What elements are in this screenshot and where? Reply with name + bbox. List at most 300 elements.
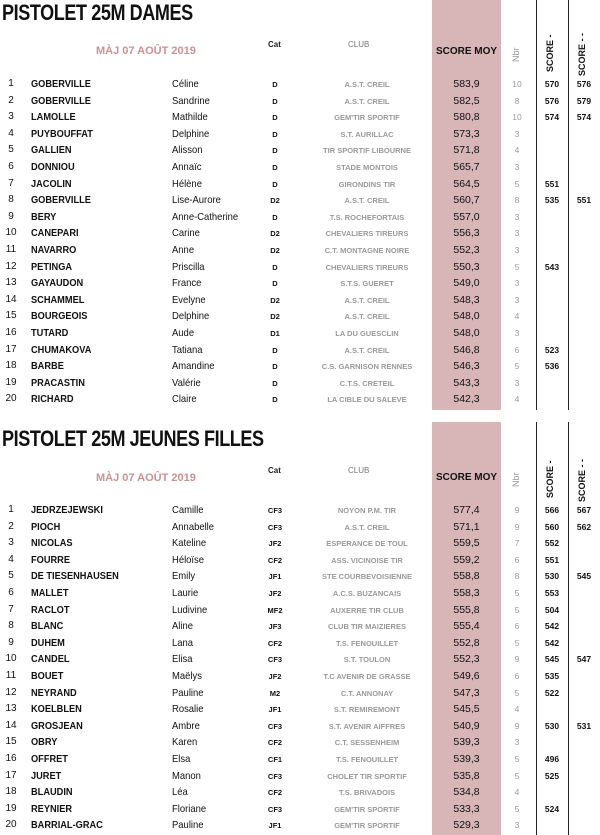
score-moy: 543,3 [453, 376, 480, 389]
score-moy: 564,5 [453, 177, 480, 190]
table-row [0, 225, 600, 242]
last-name: GOBERVILLE [31, 94, 91, 107]
table-row [0, 817, 600, 834]
table-row [0, 192, 600, 209]
category: JF1 [268, 821, 282, 831]
score-moy: 571,8 [453, 144, 480, 157]
nbr: 5 [514, 687, 520, 698]
table-row [0, 751, 600, 768]
last-name: SCHAMMEL [31, 293, 85, 306]
last-name: JURET [31, 769, 62, 782]
score-moy: 545,5 [453, 703, 480, 716]
last-name: CHUMAKOVA [31, 343, 92, 356]
category: D2 [270, 312, 280, 322]
table-row [0, 292, 600, 309]
category: D2 [270, 246, 280, 255]
score-1: 560 [544, 521, 560, 532]
nbr: 5 [514, 588, 520, 598]
score-moy: 560,7 [453, 194, 480, 207]
rank: 13 [5, 703, 17, 715]
category: D [272, 146, 278, 156]
club-name: CLUB TIR MAIZIERES [328, 622, 406, 632]
category: D [272, 212, 278, 222]
last-name: KOELBLEN [31, 703, 82, 716]
nbr: 4 [514, 145, 520, 156]
last-name: JEDRZEJEWSKI [31, 504, 103, 516]
rank: 8 [8, 620, 14, 632]
nbr: 4 [514, 787, 520, 798]
score-1: 543 [544, 261, 560, 272]
first-name: Delphine [172, 127, 210, 140]
first-name: Karen [172, 736, 198, 749]
table-row [0, 259, 600, 276]
nbr: 9 [514, 521, 520, 532]
score-moy: 534,8 [453, 786, 480, 799]
score-1: 530 [544, 720, 560, 731]
nbr: 5 [514, 803, 520, 814]
score-moy: 549,0 [453, 277, 480, 290]
first-name: Pauline [172, 819, 204, 832]
club-name: TIR SPORTIF LIBOURNE [323, 146, 411, 156]
last-name: MALLET [31, 587, 69, 599]
last-name: NEYRAND [31, 686, 77, 699]
rank: 9 [8, 636, 14, 648]
category: D2 [270, 196, 280, 206]
score-moy: 583,9 [453, 78, 480, 90]
last-name: GALLIEN [31, 144, 72, 157]
rank: 10 [5, 653, 17, 665]
club-name: NOYON P.M. TIR [337, 506, 397, 515]
score-2: 551 [576, 195, 592, 206]
table-row [0, 585, 600, 602]
rank: 7 [8, 603, 14, 615]
rank: 6 [8, 161, 14, 172]
table-row [0, 784, 600, 801]
table-row [0, 391, 600, 408]
first-name: Manon [172, 769, 201, 782]
rank: 12 [5, 686, 17, 698]
rank: 14 [5, 719, 17, 731]
last-name: LAMOLLE [31, 111, 76, 124]
club-name: STADE MONTOIS [336, 163, 398, 172]
club-name: C.T.S. CRETEIL [339, 378, 395, 388]
last-name: BARRIAL-GRAC [31, 819, 103, 832]
score-moy: 555,4 [453, 620, 480, 633]
first-name: Lise-Aurore [172, 194, 221, 207]
first-name: Léa [172, 786, 188, 799]
club-name: C.T. SESSENHEIM [334, 738, 400, 748]
last-name: OBRY [31, 736, 58, 749]
score-1: 522 [544, 687, 560, 698]
last-name: REYNIER [31, 802, 73, 815]
table-row [0, 552, 600, 569]
nbr: 5 [514, 754, 520, 764]
score-moy: 540,9 [453, 719, 480, 732]
club-name: S.T. AURILLAC [340, 129, 394, 139]
club-name: GIRONDINS TIR [338, 179, 396, 189]
club-name: A.S.T. CREIL [344, 196, 390, 206]
table-row [0, 275, 600, 292]
first-name: Hélène [172, 177, 202, 190]
last-name: GOBERVILLE [31, 194, 91, 207]
first-name: Annaïc [172, 161, 202, 173]
rank: 20 [5, 393, 17, 405]
nbr: 3 [514, 820, 520, 831]
club-name: C.T. MONTAGNE NOIRE [324, 246, 410, 255]
score-moy: 557,0 [453, 210, 480, 223]
last-name: NICOLAS [31, 537, 73, 550]
score-1: 504 [544, 604, 560, 615]
score-moy: 580,8 [453, 111, 480, 124]
nbr: 9 [514, 505, 520, 515]
rank: 19 [5, 376, 17, 388]
rank: 1 [8, 504, 14, 515]
table-row [0, 176, 600, 193]
score-moy: 555,8 [453, 603, 480, 616]
table-row [0, 568, 600, 585]
score-2: 547 [576, 654, 592, 665]
score2-header: SCORE - - [577, 32, 587, 76]
cat-header: Cat [268, 40, 281, 49]
first-name: Laurie [172, 587, 199, 599]
nbr: 6 [514, 671, 520, 681]
table-row [0, 651, 600, 668]
club-name: AUXERRE TIR CLUB [330, 605, 404, 615]
club-name: GEM'TIR SPORTIF [334, 804, 400, 814]
nbr-header: Nbr [511, 472, 521, 487]
club-name: A.S.T. CREIL [344, 80, 390, 89]
score-moy: 558,8 [453, 570, 480, 583]
score-1: 552 [544, 538, 560, 549]
score-1: 542 [544, 621, 560, 632]
score-1: 536 [544, 361, 560, 372]
score-1: 524 [544, 803, 560, 814]
table-row [0, 535, 600, 552]
category: D [272, 113, 278, 123]
last-name: BLAUDIN [31, 786, 73, 799]
rank: 15 [5, 736, 17, 748]
last-name: BOUET [31, 670, 64, 682]
club-name: S.T. AVENIR AIFFRES [328, 721, 406, 731]
score-1: 530 [544, 571, 560, 582]
club-name: CHOLET TIR SPORTIF [327, 771, 407, 781]
nbr: 3 [514, 162, 520, 172]
rank: 18 [5, 786, 17, 798]
last-name: GAYAUDON [31, 277, 84, 290]
score-1: 551 [544, 554, 560, 565]
score-moy: 577,4 [453, 504, 480, 516]
score-moy: 550,3 [453, 260, 480, 273]
last-name: PETINGA [31, 260, 73, 273]
category: D [272, 96, 278, 106]
nbr: 6 [514, 344, 520, 355]
first-name: Pauline [172, 686, 204, 699]
club-name: A.S.T. CREIL [344, 312, 390, 322]
score-moy: 546,8 [453, 343, 480, 356]
table-row [0, 701, 600, 718]
club-name: LA CIBLE DU SALEVE [327, 395, 407, 405]
last-name: DE TIESENHAUSEN [31, 570, 119, 583]
table-row [0, 618, 600, 635]
category: CF2 [267, 788, 283, 798]
first-name: Alisson [172, 144, 203, 157]
first-name: Annabelle [172, 520, 215, 533]
score-moy-header: SCORE MOY [435, 472, 498, 483]
nbr: 5 [514, 770, 520, 781]
category: CF3 [267, 804, 283, 814]
rank: 4 [8, 553, 14, 565]
first-name: Valérie [172, 376, 201, 389]
last-name: BARBE [31, 360, 64, 373]
club-name: T.S. FENOUILLET [335, 755, 399, 764]
table-row [0, 801, 600, 818]
table-row [0, 602, 600, 619]
table-row [0, 209, 600, 226]
table-row [0, 159, 600, 176]
score-2: 576 [576, 79, 592, 89]
table-row [0, 76, 600, 93]
category: D [272, 279, 278, 289]
score-moy: 547,3 [453, 686, 480, 699]
rank: 5 [8, 144, 14, 156]
rank: 14 [5, 293, 17, 305]
first-name: Céline [172, 78, 199, 90]
rank: 16 [5, 753, 17, 764]
score-2: 579 [576, 95, 592, 106]
rank: 8 [8, 194, 14, 206]
rank: 13 [5, 277, 17, 289]
rank: 1 [8, 78, 14, 89]
rank: 18 [5, 360, 17, 372]
score-2: 545 [576, 571, 592, 582]
last-name: BERY [31, 210, 57, 223]
table-row [0, 308, 600, 325]
nbr: 5 [514, 261, 520, 272]
score-moy: 556,3 [453, 227, 480, 240]
score-1: 553 [544, 588, 560, 598]
score-moy: 582,5 [453, 94, 480, 107]
first-name: Mathilde [172, 111, 208, 124]
score-moy: 539,3 [453, 753, 480, 765]
table-row [0, 109, 600, 126]
first-name: Priscilla [172, 260, 205, 273]
section-title: PISTOLET 25M DAMES [2, 0, 193, 25]
last-name: CANDEL [31, 653, 70, 666]
first-name: Ludivine [172, 603, 208, 616]
club-name: S.T. REMIREMONT [333, 705, 401, 715]
nbr: 3 [514, 328, 520, 338]
score-2: 567 [576, 505, 592, 515]
table-row [0, 325, 600, 342]
score-moy: 559,5 [453, 537, 480, 550]
rank: 2 [8, 520, 14, 532]
score-moy: 549,6 [453, 670, 480, 682]
score-moy: 529,3 [453, 819, 480, 832]
score-1: 525 [544, 770, 560, 781]
nbr: 3 [514, 245, 520, 255]
first-name: Amandine [172, 360, 215, 373]
category: JF1 [268, 705, 282, 715]
last-name: JACOLIN [31, 177, 72, 190]
nbr: 4 [514, 311, 520, 322]
first-name: Anne [172, 244, 195, 256]
category: D [272, 262, 278, 272]
category: D1 [270, 329, 280, 338]
category: MF2 [267, 605, 283, 615]
rank: 5 [8, 570, 14, 582]
category: D [272, 378, 278, 388]
category: D [272, 80, 278, 89]
first-name: Sandrine [172, 94, 210, 107]
first-name: Kateline [172, 537, 207, 550]
category: JF2 [268, 539, 282, 549]
club-name: S.T. TOULON [343, 655, 391, 665]
first-name: Tatiana [172, 343, 203, 356]
score-1: 542 [544, 637, 560, 648]
score-moy: 533,3 [453, 802, 480, 815]
score-moy: 571,1 [453, 520, 480, 533]
rank: 20 [5, 819, 17, 831]
first-name: Anne-Catherine [172, 210, 239, 223]
score-1: 523 [544, 344, 560, 355]
score-1: 535 [544, 671, 560, 681]
club-name: CHEVALIERS TIREURS [325, 229, 409, 239]
score-1: 570 [544, 79, 560, 89]
table-row [0, 242, 600, 259]
category: D [272, 395, 278, 405]
category: CF3 [267, 771, 283, 781]
score-2: 531 [576, 720, 592, 731]
table-row [0, 93, 600, 110]
rank: 4 [8, 127, 14, 139]
club-name: CHEVALIERS TIREURS [325, 262, 409, 272]
table-row [0, 685, 600, 702]
rank: 6 [8, 587, 14, 598]
score-1: 576 [544, 95, 560, 106]
last-name: OFFRET [31, 753, 68, 765]
score-1: 545 [544, 654, 560, 665]
cat-header: Cat [268, 466, 281, 475]
category: CF3 [267, 721, 283, 731]
score2-header: SCORE - - [577, 458, 587, 502]
table-row [0, 142, 600, 159]
last-name: NAVARRO [31, 244, 77, 256]
table-row [0, 375, 600, 392]
table-row [0, 358, 600, 375]
club-name: A.S.T. CREIL [344, 522, 390, 532]
section-title: PISTOLET 25M JEUNES FILLES [2, 426, 264, 451]
nbr: 6 [514, 621, 520, 632]
rank: 12 [5, 260, 17, 272]
category: CF2 [267, 638, 283, 648]
score-moy: 546,3 [453, 360, 480, 373]
score-moy: 548,0 [453, 310, 480, 323]
category: D2 [270, 295, 280, 305]
rank: 3 [8, 111, 14, 123]
nbr: 5 [514, 637, 520, 648]
club-name: C.S. GARNISON RENNES [321, 362, 413, 372]
club-name: T.C AVENIR DE GRASSE [323, 672, 411, 681]
rank: 17 [5, 769, 17, 781]
category: D [272, 345, 278, 355]
first-name: Camille [172, 504, 204, 516]
nbr: 6 [514, 554, 520, 565]
first-name: Aline [172, 620, 194, 633]
score-moy: 552,3 [453, 653, 480, 666]
category: JF2 [268, 672, 282, 681]
first-name: Emily [172, 570, 196, 583]
club-name: S.T.S. GUERET [340, 279, 394, 289]
last-name: RICHARD [31, 393, 74, 406]
nbr: 7 [514, 538, 520, 549]
last-name: BLANC [31, 620, 64, 633]
score-moy: 539,3 [453, 736, 480, 749]
last-name: PIOCH [31, 520, 61, 533]
score-moy: 558,3 [453, 587, 480, 599]
score-moy: 542,3 [453, 393, 480, 406]
table-row [0, 126, 600, 143]
nbr: 5 [514, 604, 520, 615]
update-date: MÀJ 07 AOÛT 2019 [96, 45, 196, 57]
last-name: GROSJEAN [31, 719, 83, 732]
score-2: 574 [576, 112, 592, 123]
first-name: Carine [172, 227, 200, 240]
rank: 9 [8, 210, 14, 222]
nbr: 3 [514, 737, 520, 748]
table-row [0, 668, 600, 685]
last-name: PUYBOUFFAT [31, 127, 93, 140]
score1-header: SCORE - [545, 34, 555, 72]
category: D [272, 179, 278, 189]
score-2: 562 [576, 521, 592, 532]
club-name: A.S.T. CREIL [344, 345, 390, 355]
score-1: 496 [544, 754, 560, 764]
rank: 15 [5, 310, 17, 322]
score-1: 535 [544, 195, 560, 206]
last-name: GOBERVILLE [31, 78, 91, 90]
first-name: Ambre [172, 719, 200, 732]
nbr: 3 [514, 278, 520, 289]
club-name: LA DU GUESCLIN [335, 329, 399, 338]
table-row [0, 502, 600, 519]
score-moy: 573,3 [453, 127, 480, 140]
rank: 19 [5, 802, 17, 814]
table-row [0, 342, 600, 359]
nbr: 3 [514, 228, 520, 239]
club-name: A.S.T. CREIL [344, 96, 390, 106]
nbr: 8 [514, 95, 520, 106]
score-moy: 552,3 [453, 244, 480, 256]
club-name: A.S.T. CREIL [344, 295, 390, 305]
club-name: T.S. BRIVADOIS [338, 788, 396, 798]
first-name: Rosalie [172, 703, 204, 716]
first-name: Elsa [172, 753, 191, 765]
score-moy: 565,7 [453, 161, 480, 173]
club-name: ASS. VICINOISE TIR [331, 555, 403, 565]
nbr: 4 [514, 394, 520, 405]
last-name: RACLOT [31, 603, 70, 616]
nbr: 5 [514, 178, 520, 189]
first-name: Evelyne [172, 293, 206, 306]
nbr: 4 [514, 704, 520, 715]
category: CF3 [267, 522, 283, 532]
first-name: Floriane [172, 802, 207, 815]
category: CF2 [267, 555, 283, 565]
rank: 11 [5, 244, 17, 255]
first-name: France [172, 277, 202, 290]
nbr: 9 [514, 654, 520, 665]
nbr: 3 [514, 377, 520, 388]
